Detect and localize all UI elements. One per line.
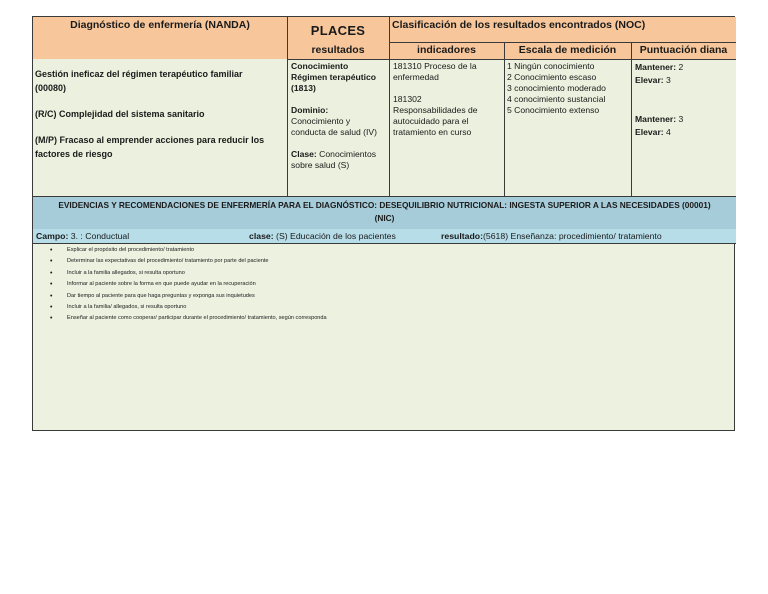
resultado-text: [441, 229, 662, 243]
mantener-2: [635, 113, 735, 126]
recommendations-list: [33, 245, 736, 325]
escala-4: 4 conocimiento sustancial: [507, 94, 606, 104]
resultado-regimen: Régimen terapéutico: [291, 72, 377, 82]
divider: [389, 42, 736, 43]
campo-label: Campo:: [36, 231, 69, 241]
list-item: • Incluir a la familia allegados, si resulta oportuno: [67, 268, 736, 279]
campo-text: [36, 229, 129, 243]
clase-text: [249, 229, 396, 243]
mantener-1-value: 2: [676, 62, 684, 72]
resultado-code: (1813): [291, 83, 316, 93]
mantener-1-label: Mantener:: [635, 62, 677, 72]
clase-line1: [291, 149, 389, 160]
places-header-cell: [287, 17, 389, 42]
noc-header-cell: [389, 17, 736, 42]
elevar-2-label: Elevar:: [635, 127, 664, 137]
resultado-conocimiento: Conocimiento: [291, 61, 349, 71]
dominio-label: Dominio:: [291, 105, 329, 115]
care-plan-table: [32, 16, 735, 431]
dominio-line2: conducta de salud (IV): [291, 127, 377, 137]
campo-resultado-label: resultado:: [441, 231, 483, 241]
elevar-2: [635, 126, 735, 139]
divider: [504, 42, 505, 196]
campo-clase-label: clase:: [249, 231, 274, 241]
col-puntuacion: Puntuación diana: [631, 42, 736, 59]
clase-line2: sobre salud (S): [291, 160, 350, 170]
divider: [631, 42, 632, 196]
diagnosis-mp1: (M/P) Fracaso al emprender acciones para reducir los: [35, 135, 265, 145]
nanda-header-cell: [33, 17, 287, 42]
list-item: • Incluir a la familia/ allegados, si resulta oportuno: [67, 302, 736, 313]
evidence-title: EVIDENCIAS Y RECOMENDACIONES DE ENFERMERÍA PARA EL DIAGNÓSTICO: DESEQUILIBRIO NUTRICIONAL: INGESTA SUPERIOR A LAS NECESIDADES (00001): [58, 200, 711, 210]
divider: [389, 17, 390, 196]
divider: [287, 17, 288, 196]
mantener-2-value: 3: [676, 114, 684, 124]
indicador-2-line3: autocuidado para el: [393, 116, 469, 126]
elevar-1: [635, 74, 735, 87]
elevar-1-value: 3: [663, 75, 671, 85]
list-item: • Informar al paciente sobre la forma en que puede ayudar en la recuperación: [67, 279, 736, 290]
col-indicadores: indicadores: [389, 42, 504, 59]
elevar-2-value: 4: [663, 127, 671, 137]
indicador-1-line1: 181310 Proceso de la: [393, 61, 477, 71]
indicador-1-line2: enfermedad: [393, 72, 439, 82]
nanda-title: Diagnóstico de enfermería (NANDA): [70, 19, 250, 31]
list-item: • Dar tiempo al paciente para que haga preguntas y exponga sus inquietudes: [67, 291, 736, 302]
diagnosis-rc: (R/C) Complejidad del sistema sanitario: [35, 109, 205, 119]
escala-5: 5 Conocimiento extenso: [507, 105, 600, 115]
list-item: • Enseñar al paciente como cooperar/ participar durante el procedimiento/ tratamiento, según corresponda: [67, 313, 736, 324]
campo-clase-value: (S) Educación de los pacientes: [273, 231, 396, 241]
dominio-line1: Conocimiento y: [291, 116, 351, 126]
resultados-cell: [291, 61, 389, 171]
recommendations-section: [33, 245, 736, 325]
elevar-1-label: Elevar:: [635, 75, 664, 85]
evidence-nic: (NIC): [374, 213, 395, 223]
escala-3: 3 conocimiento moderado: [507, 83, 606, 93]
campo-value: 3. : Conductual: [68, 231, 130, 241]
mantener-1: [635, 61, 735, 74]
diagnosis-code: (00080): [35, 83, 67, 93]
diagnosis-cell: [35, 67, 285, 161]
evidence-header: [33, 196, 736, 229]
clase-label: Clase:: [291, 149, 317, 159]
noc-title: Clasificación de los resultados encontrados (NOC): [392, 19, 646, 31]
places-label: PLACES: [310, 23, 366, 38]
indicador-2-line4: tratamiento en curso: [393, 127, 472, 137]
divider: [33, 196, 736, 197]
indicadores-cell: [393, 61, 503, 138]
list-item: • Explicar el propósito del procedimiento/ tratamiento: [67, 245, 736, 256]
indicador-2-line2: Responsabilidades de: [393, 105, 478, 115]
clase-value: Conocimientos: [316, 149, 377, 159]
puntuacion-cell: [635, 61, 735, 139]
diagnosis-mp2: factores de riesgo: [35, 149, 113, 159]
col-escala: Escala de medición: [504, 42, 631, 59]
mantener-2-label: Mantener:: [635, 114, 677, 124]
campo-resultado-value: (5618) Enseñanza: procedimiento/ tratamiento: [483, 231, 662, 241]
escala-1: 1 Ningún conocimiento: [507, 61, 595, 71]
divider: [287, 59, 736, 60]
divider: [33, 243, 736, 244]
campo-row: [33, 229, 736, 243]
list-item: • Determinar las expectativas del procedimiento/ tratamiento por parte del paciente: [67, 256, 736, 267]
diagnosis-line1: Gestión ineficaz del régimen terapéutico familiar: [35, 69, 243, 79]
nanda-subheader-cell: [33, 42, 287, 59]
col-resultados: resultados: [287, 42, 389, 59]
escala-cell: [507, 61, 631, 116]
indicador-2-line1: 181302: [393, 94, 422, 104]
escala-2: 2 Conocimiento escaso: [507, 72, 597, 82]
